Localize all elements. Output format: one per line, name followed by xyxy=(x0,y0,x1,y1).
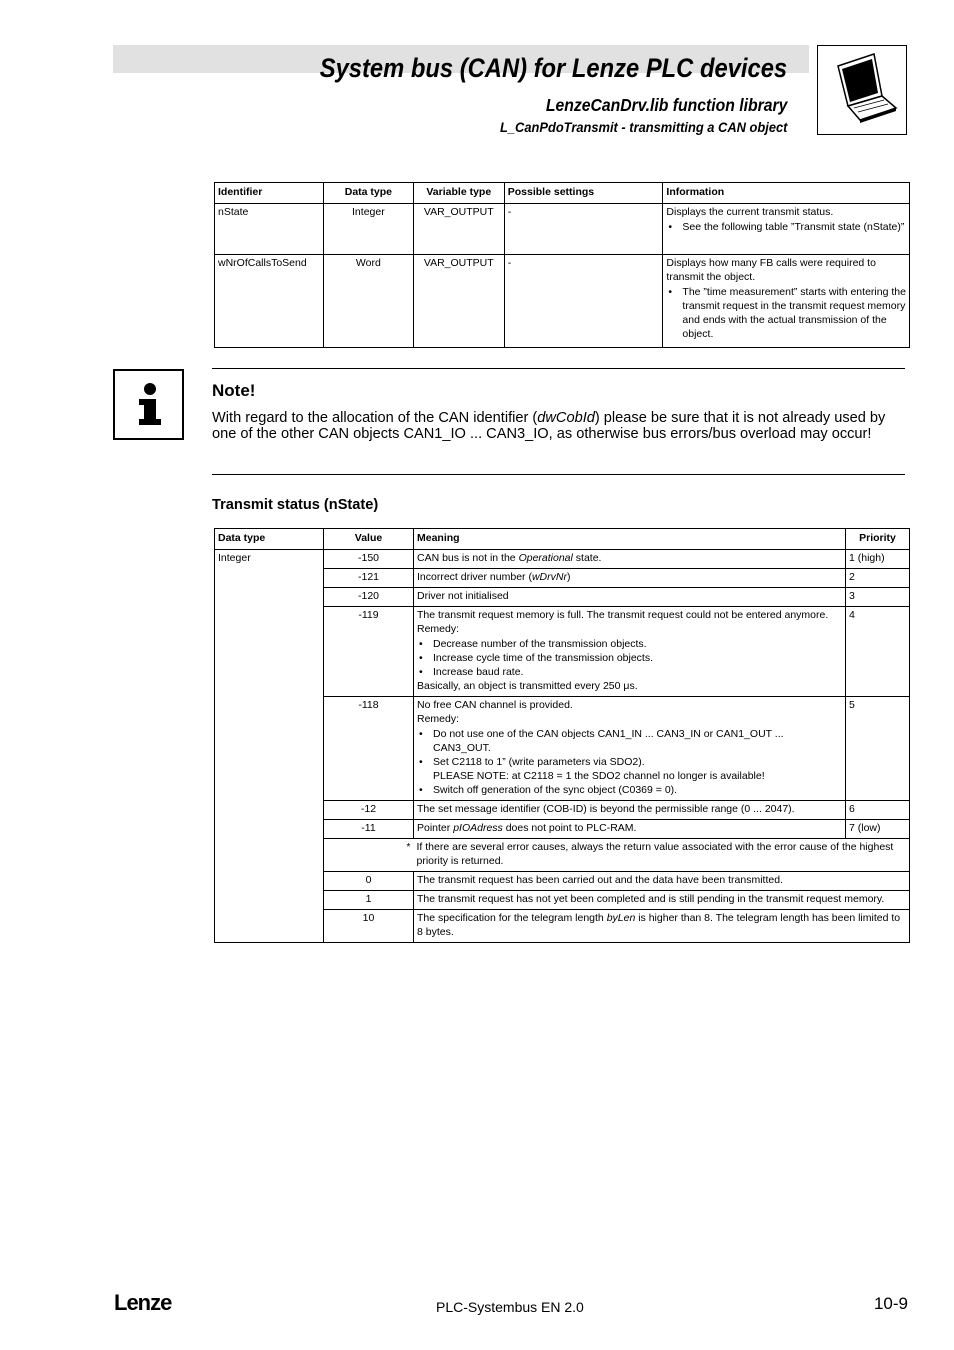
header-meaning: Meaning xyxy=(414,529,846,550)
cell-data-type: Integer xyxy=(323,204,413,255)
header-data-type: Data type xyxy=(323,183,413,204)
note-top-rule xyxy=(212,368,905,369)
cell-meaning: The set message identifier (COB-ID) is beyond the permissible range (0 ... 2047). xyxy=(414,801,846,820)
section-title: Transmit status (nState) xyxy=(212,497,379,513)
laptop-icon xyxy=(817,45,907,135)
header-variable-type: Variable type xyxy=(413,183,504,204)
cell-value: -120 xyxy=(324,588,414,607)
cell-meaning: CAN bus is not in the Operational state. xyxy=(414,550,846,569)
cell-priority: 5 xyxy=(846,697,910,801)
table-header-row xyxy=(215,529,910,550)
cell-value: -12 xyxy=(324,801,414,820)
library-subtitle: LenzeCanDrv.lib function library xyxy=(545,95,787,115)
cell-priority: 1 (high) xyxy=(846,550,910,569)
cell-meaning: The transmit request has been carried out and the data have been transmitted. xyxy=(414,872,910,891)
info-bullet: • See the following table ”Transmit state (nState)” xyxy=(682,220,906,234)
note-text: With regard to the allocation of the CAN identifier (dwCobId) please be sure that it is not already used by one of the other CAN objects CAN1_IO ... CAN3_IO, as otherwise bus errors/bus overload may occur! xyxy=(212,410,886,442)
remedy-bullet: • Set C2118 to 1” (write parameters via SDO2). PLEASE NOTE: at C2118 = 1 the SDO2 channel no longer is available! xyxy=(433,755,842,783)
cell-information xyxy=(663,204,910,255)
cell-value: -121 xyxy=(324,569,414,588)
note-bottom-rule xyxy=(212,474,905,475)
cell-meaning: Incorrect driver number (wDrvNr) xyxy=(414,569,846,588)
cell-meaning: Pointer pIOAdress does not point to PLC-RAM. xyxy=(414,820,846,839)
cell-value: -11 xyxy=(324,820,414,839)
remedy-bullet: • Switch off generation of the sync object (C0369 = 0). xyxy=(433,783,842,797)
header-information: Information xyxy=(663,183,910,204)
table-header-row xyxy=(215,183,910,204)
page-number: 10-9 xyxy=(873,1294,908,1313)
header-possible-settings: Possible settings xyxy=(504,183,663,204)
cell-information xyxy=(663,255,910,348)
function-subtitle: L_CanPdoTransmit - transmitting a CAN object xyxy=(499,119,787,135)
io-parameter-table xyxy=(214,182,910,348)
table-row xyxy=(215,204,910,255)
cell-priority: 3 xyxy=(846,588,910,607)
cell-value: -119 xyxy=(324,607,414,697)
header-data-type: Data type xyxy=(215,529,324,550)
cell-identifier: wNrOfCallsToSend xyxy=(215,255,324,348)
info-bullet: • The ”time measurement” starts with entering the transmit request in the transmit request memory and ends with the actual transmission of the object. xyxy=(682,285,906,341)
cell-meaning: The specification for the telegram length byLen is higher than 8. The telegram length has been limited to 8 bytes. xyxy=(414,910,910,943)
cell-settings: - xyxy=(504,255,663,348)
header-value: Value xyxy=(324,529,414,550)
cell-value: -118 xyxy=(324,697,414,801)
cell-value: 1 xyxy=(324,891,414,910)
cell-meaning: The transmit request has not yet been completed and is still pending in the transmit request memory. xyxy=(414,891,910,910)
cell-meaning: No free CAN channel is provided. Remedy: • Do not use one of the CAN objects CAN1_IN ... CAN3_IN or CAN1_OUT ... CAN3_OUT. • Set C2118 to 1” (write parameters via SDO2). PLEASE NOTE: at C2118 = 1 the SDO2 channel no longer is available! • Switch off generation of the sync object (C0369 = 0). xyxy=(414,697,846,801)
footer-document-name: PLC-Systembus EN 2.0 xyxy=(436,1299,584,1315)
cell-settings: - xyxy=(504,204,663,255)
cell-identifier: nState xyxy=(215,204,324,255)
cell-priority: 7 (low) xyxy=(846,820,910,839)
footnote-mark: * xyxy=(324,839,414,872)
cell-value: 0 xyxy=(324,872,414,891)
cell-meaning: The transmit request memory is full. The transmit request could not be entered anymore. Remedy: • Decrease number of the transmission objects. • Increase cycle time of the transmission objects. • Increase baud rate. Basically, an object is transmitted every 250 μs. xyxy=(414,607,846,697)
header-priority: Priority xyxy=(846,529,910,550)
table-row xyxy=(215,550,910,569)
cell-data-type: Word xyxy=(323,255,413,348)
transmit-status-table xyxy=(214,528,910,943)
note-title: Note! xyxy=(212,381,256,400)
page-title: System bus (CAN) for Lenze PLC devices xyxy=(319,53,787,83)
remedy-bullet: • Increase baud rate. xyxy=(433,665,842,679)
cell-priority: 6 xyxy=(846,801,910,820)
info-icon xyxy=(113,369,184,440)
cell-priority: 4 xyxy=(846,607,910,697)
lenze-logo: Lenze xyxy=(114,1290,172,1315)
footnote-text: If there are several error causes, always the return value associated with the error cause of the highest priority is returned. xyxy=(414,839,910,872)
cell-value: -150 xyxy=(324,550,414,569)
table-row xyxy=(215,255,910,348)
cell-value: 10 xyxy=(324,910,414,943)
note-identifier: dwCobId xyxy=(537,410,595,426)
remedy-bullet: • Decrease number of the transmission objects. xyxy=(433,637,842,651)
info-text: Displays the current transmit status. xyxy=(666,206,834,218)
cell-data-type: Integer xyxy=(215,550,324,943)
info-text: Displays how many FB calls were required to transmit the object. xyxy=(666,257,876,283)
remedy-bullet: • Do not use one of the CAN objects CAN1_IN ... CAN3_IN or CAN1_OUT ... CAN3_OUT. xyxy=(433,727,842,755)
header-identifier: Identifier xyxy=(215,183,324,204)
cell-variable-type: VAR_OUTPUT xyxy=(413,255,504,348)
remedy-bullet: • Increase cycle time of the transmission objects. xyxy=(433,651,842,665)
cell-meaning: Driver not initialised xyxy=(414,588,846,607)
cell-variable-type: VAR_OUTPUT xyxy=(413,204,504,255)
cell-priority: 2 xyxy=(846,569,910,588)
